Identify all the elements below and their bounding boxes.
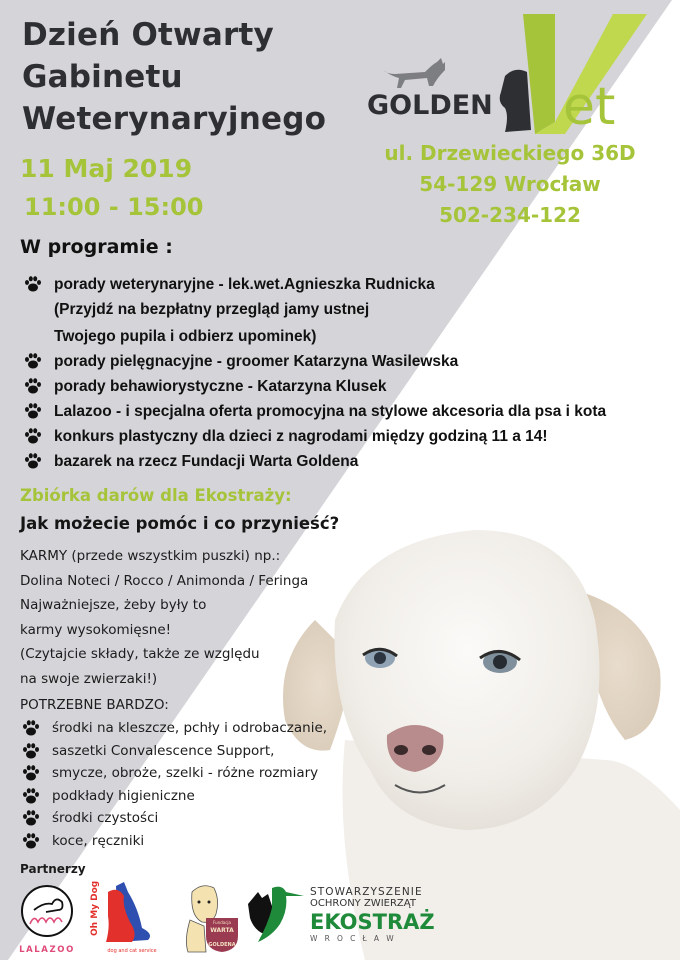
collection-line: na swoje zwierzaki!) bbox=[20, 670, 158, 687]
ekostraz-line-1: STOWARZYSZENIE bbox=[310, 886, 423, 898]
paw-icon bbox=[24, 353, 42, 369]
needs-heading: POTRZEBNE BARDZO: bbox=[20, 697, 169, 713]
needs-item bbox=[20, 717, 327, 740]
program-heading: W programie : bbox=[20, 236, 173, 258]
warta-mid-text: WARTA bbox=[210, 927, 234, 934]
event-title bbox=[22, 14, 326, 140]
ekostraz-wordmark bbox=[310, 886, 438, 944]
ekostraz-city: W R O C Ł A W bbox=[310, 934, 397, 943]
address-phone: 502-234-122 bbox=[439, 203, 581, 227]
program-item-note: Twojego pupila i odbierz upominek) bbox=[54, 328, 317, 345]
program-item bbox=[20, 349, 680, 374]
program-item-text: porady behawiorystyczne - Katarzyna Klusek bbox=[54, 378, 387, 395]
partners-heading: Partnerzy bbox=[20, 862, 86, 876]
oh-my-dog-subtext: dog and cat service bbox=[107, 948, 157, 954]
lalazoo-text: LALAZOO bbox=[19, 945, 75, 955]
program-item-text: porady pielęgnacyjne - groomer Katarzyna Wasilewska bbox=[54, 353, 459, 370]
collection-line: Najważniejsze, żeby były to bbox=[20, 597, 207, 613]
collection-line: karmy wysokomięsne! bbox=[20, 621, 172, 638]
collection-question: Jak możecie pomóc i co przynieść? bbox=[20, 514, 340, 533]
paw-icon bbox=[22, 833, 40, 849]
needs-item-text: saszetki Convalescence Support, bbox=[52, 742, 275, 759]
paw-icon bbox=[22, 765, 40, 781]
program-item bbox=[20, 449, 680, 474]
address-city: 54-129 Wrocław bbox=[419, 172, 601, 196]
needs-item-text: koce, ręczniki bbox=[52, 832, 145, 849]
needs-item bbox=[20, 762, 327, 785]
paw-icon bbox=[22, 788, 40, 804]
program-item-text: porady weterynaryjne - lek.wet.Agnieszka Rudnicka bbox=[54, 276, 435, 293]
title-line-2: Gabinetu bbox=[22, 59, 183, 95]
address-block bbox=[360, 138, 660, 231]
needs-item bbox=[20, 807, 327, 830]
lalazoo-logo bbox=[16, 880, 78, 956]
oh-my-dog-logo bbox=[88, 878, 166, 956]
warta-top-text: Fundacja bbox=[213, 920, 231, 925]
paw-icon bbox=[22, 720, 40, 736]
needs-item bbox=[20, 740, 327, 763]
program-item bbox=[20, 374, 680, 399]
paw-icon bbox=[24, 276, 42, 292]
collection-heading: Zbiórka darów dla Ekostraży: bbox=[20, 486, 292, 505]
oh-my-dog-text: Oh My Dog bbox=[90, 880, 100, 936]
ekostraz-line-2: OCHRONY ZWIERZĄT bbox=[310, 898, 416, 909]
logo-et-text: et bbox=[563, 77, 616, 137]
program-item bbox=[20, 424, 680, 449]
title-line-1: Dzień Otwarty bbox=[22, 17, 274, 53]
logo-golden-text: GOLDEN bbox=[367, 90, 493, 121]
warta-bottom-text: GOLDENA bbox=[208, 942, 236, 948]
ekostraz-emblem-icon bbox=[244, 884, 308, 946]
cat-silhouette-icon bbox=[383, 58, 445, 88]
title-line-3: Weterynaryjnego bbox=[22, 101, 327, 137]
program-item-text: Lalazoo - i specjalna oferta promocyjna na stylowe akcesoria dla psa i kota bbox=[54, 403, 607, 420]
needs-item-text: środki czystości bbox=[52, 810, 159, 826]
event-time: 11:00 - 15:00 bbox=[24, 193, 204, 221]
paw-icon bbox=[24, 453, 42, 469]
program-item-text: bazarek na rzecz Fundacji Warta Goldena bbox=[54, 453, 359, 470]
warta-goldena-logo bbox=[182, 880, 240, 954]
program-item-text: konkurs plastyczny dla dzieci z nagrodami między godziną 11 a 14! bbox=[54, 428, 548, 445]
collection-line: KARMY (przede wszystkim puszki) np.: bbox=[20, 548, 281, 564]
program-list bbox=[20, 272, 680, 474]
paw-icon bbox=[24, 428, 42, 444]
paw-icon bbox=[22, 743, 40, 759]
needs-item bbox=[20, 785, 327, 808]
needs-item-text: podkłady higieniczne bbox=[52, 787, 195, 804]
paw-icon bbox=[24, 378, 42, 394]
paw-icon bbox=[24, 403, 42, 419]
event-date: 11 Maj 2019 bbox=[20, 154, 193, 183]
needs-item bbox=[20, 830, 327, 853]
needs-item-text: środki na kleszcze, pchły i odrobaczanie, bbox=[52, 720, 328, 736]
program-item-note: (Przyjdź na bezpłatny przegląd jamy ustnej bbox=[54, 301, 370, 318]
ekostraz-name: EKOSTRAŻ bbox=[310, 910, 435, 934]
golden-vet-logo bbox=[365, 12, 665, 137]
collection-text bbox=[20, 544, 308, 691]
collection-line: Dolina Noteci / Rocco / Animonda / Feringa bbox=[20, 572, 309, 589]
address-street: ul. Drzewieckiego 36D bbox=[384, 141, 636, 165]
paw-icon bbox=[22, 810, 40, 826]
dog-silhouette-icon bbox=[500, 70, 531, 132]
program-item bbox=[20, 272, 680, 297]
needs-list bbox=[20, 717, 327, 852]
program-item bbox=[20, 399, 680, 424]
needs-item-text: smycze, obroże, szelki - różne rozmiary bbox=[52, 765, 319, 781]
collection-line: (Czytajcie składy, także ze względu bbox=[20, 646, 260, 662]
